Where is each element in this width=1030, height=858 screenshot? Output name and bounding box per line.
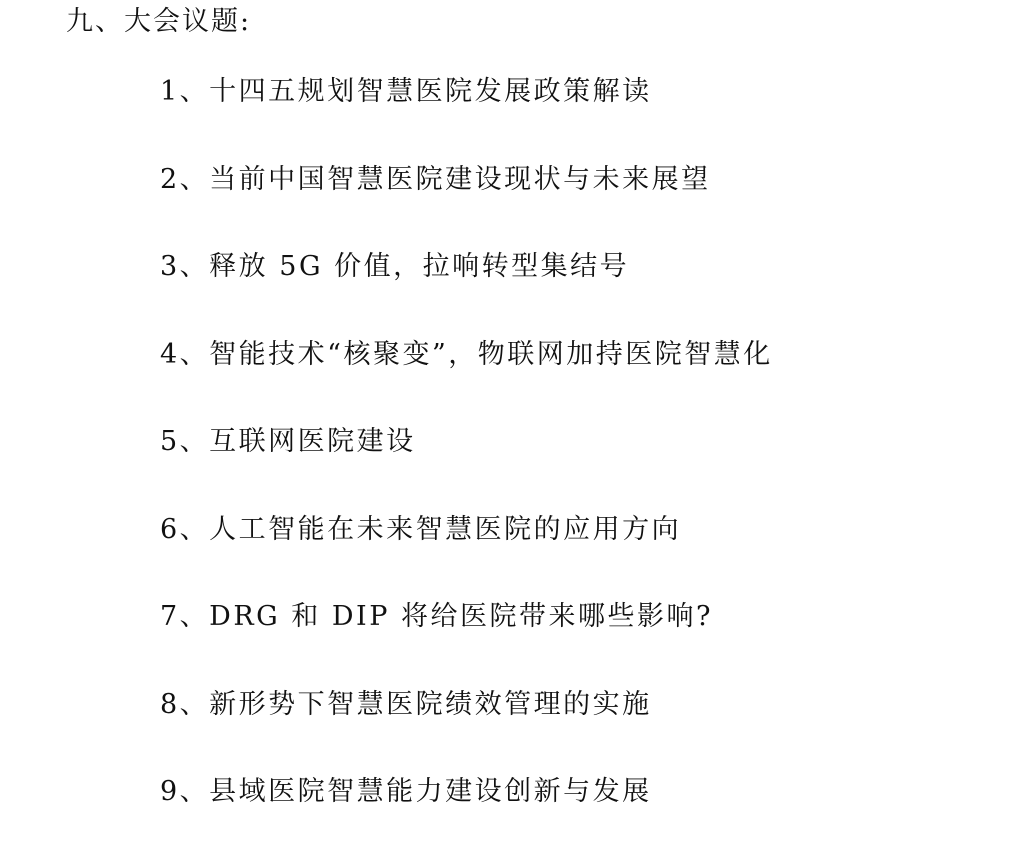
agenda-item-5: 5、互联网医院建设 bbox=[160, 426, 416, 457]
section-heading: 九、大会议题: bbox=[66, 6, 252, 37]
agenda-item-7: 7、DRG 和 DIP 将给医院带来哪些影响? bbox=[160, 601, 713, 632]
agenda-item-4: 4、智能技术“核聚变”，物联网加持医院智慧化 bbox=[160, 338, 773, 370]
agenda-list bbox=[160, 70, 773, 858]
agenda-item-3: 3、释放 5G 价值，拉响转型集结号 bbox=[160, 251, 630, 282]
agenda-item-1: 1、十四五规划智慧医院发展政策解读 bbox=[160, 76, 652, 107]
agenda-item-6: 6、人工智能在未来智慧医院的应用方向 bbox=[160, 513, 682, 545]
agenda-item-2: 2、当前中国智慧医院建设现状与未来展望 bbox=[160, 163, 711, 195]
agenda-item-9: 9、县域医院智慧能力建设创新与发展 bbox=[160, 776, 652, 807]
agenda-item-8: 8、新形势下智慧医院绩效管理的实施 bbox=[160, 688, 652, 720]
